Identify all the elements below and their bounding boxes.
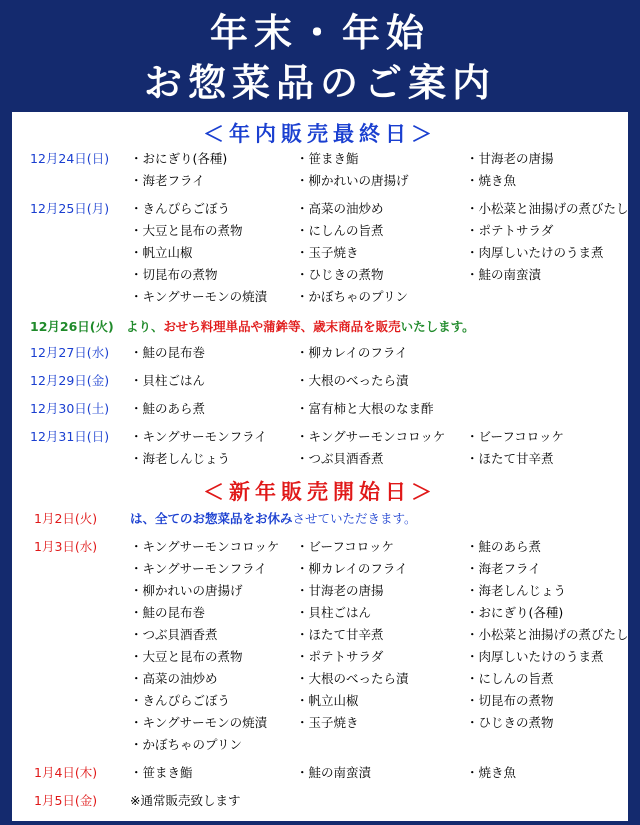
item-col-1: ※通常販売致します [130,793,241,808]
item-col-3: ・海老しんじょう [466,583,567,598]
schedule-row [12,602,628,624]
item-col-1: ・切昆布の煮物 [130,267,218,282]
item-col-1: ・きんぴらごぼう [130,693,231,708]
item-col-1: ・鮭の昆布巻 [130,345,206,360]
schedule-row [12,668,628,690]
item-col-3: ・切昆布の煮物 [466,693,554,708]
item-col-2: ・玉子焼き [296,715,359,730]
item-col-1: ・柳かれいの唐揚げ [130,583,243,598]
schedule-row [12,286,628,308]
schedule-row [12,762,628,784]
item-col-1: ・笹まき鮨 [130,765,193,780]
item-col-2: ・大根のべったら漬 [296,671,409,686]
schedule-row [12,734,628,756]
schedule-panel [12,112,628,821]
schedule-row [12,448,628,470]
item-col-2: ・貝柱ごはん [296,605,372,620]
item-col-3: ・焼き魚 [466,173,517,188]
schedule-row [12,558,628,580]
notice-part-2: させていただきます。 [292,511,417,526]
item-col-1: ・おにぎり(各種) [130,151,228,166]
item-col-3: ・鮭の南蛮漬 [466,267,542,282]
notice-part-1: は、全てのお惣菜品をお休み [130,511,293,526]
item-col-3: ・ポテトサラダ [466,223,554,238]
item-col-2: ・鮭の南蛮漬 [296,765,372,780]
item-col-3: ・ほたて甘辛煮 [466,451,554,466]
schedule-row [12,536,628,558]
item-col-3: ・甘海老の唐揚 [466,151,554,166]
item-col-3: ・小松菜と油揚げの煮びたし [466,201,629,216]
item-col-2: ・キングサーモンコロッケ [296,429,446,444]
item-col-3: ・焼き魚 [466,765,517,780]
item-col-1: ・海老しんじょう [130,451,231,466]
item-col-3: ・海老フライ [466,561,541,576]
item-col-2: ・玉子焼き [296,245,359,260]
row-date: 12月31日(日) [30,429,110,444]
item-col-2: ・帆立山椒 [296,693,359,708]
item-col-2: ・ほたて甘辛煮 [296,627,384,642]
item-col-1: ・高菜の油炒め [130,671,218,686]
item-col-2: ・ひじきの煮物 [296,267,384,282]
schedule-row [12,398,628,420]
item-col-2: ・大根のべったら漬 [296,373,409,388]
item-col-3: ・にしんの旨煮 [466,671,554,686]
item-col-2: ・ポテトサラダ [296,649,384,664]
item-col-1: ・キングサーモンの焼漬 [130,289,268,304]
item-col-1: ・きんぴらごぼう [130,201,231,216]
row-date: 12月25日(月) [30,201,110,216]
row-date: 12月27日(水) [30,345,110,360]
schedule-row [12,426,628,448]
item-col-1: ・帆立山椒 [130,245,193,260]
item-col-2: ・柳カレイのフライ [296,561,408,576]
schedule-row [12,646,628,668]
row-date: 1月4日(木) [34,765,98,780]
item-col-2: ・柳かれいの唐揚げ [296,173,409,188]
schedule-row [12,264,628,286]
item-col-3: ・肉厚しいたけのうま煮 [466,245,604,260]
row-date: 1月3日(水) [34,539,98,554]
poster-title [0,8,640,108]
item-col-1: ・鮭の昆布巻 [130,605,206,620]
item-col-1: ・かぼちゃのプリン [130,737,243,752]
schedule-row [12,790,628,812]
row-date: 1月2日(火) [34,511,98,526]
schedule-row [12,370,628,392]
item-col-1: ・キングサーモンフライ [130,561,267,576]
item-col-1: ・大豆と昆布の煮物 [130,649,243,664]
item-col-1: ・大豆と昆布の煮物 [130,223,243,238]
schedule-row [12,624,628,646]
item-col-3: ・ひじきの煮物 [466,715,554,730]
item-col-2: ・かぼちゃのプリン [296,289,409,304]
section-heading-year-end: ＜年内販売最終日＞ [203,122,437,146]
item-col-3: ・おにぎり(各種) [466,605,564,620]
item-col-2: ・にしんの旨煮 [296,223,384,238]
item-col-2: ・富有柿と大根のなま酢 [296,401,434,416]
notice-part-3: いたします。 [400,319,475,334]
notice-part-2: おせち料理単品や蒲鉾等、歳末商品を販売 [163,319,401,334]
item-col-2: ・柳カレイのフライ [296,345,408,360]
item-col-3: ・ビーフコロッケ [466,429,565,444]
item-col-2: ・ビーフコロッケ [296,539,395,554]
row-date: 12月30日(土) [30,401,110,416]
item-col-1: ・キングサーモンの焼漬 [130,715,268,730]
schedule-row [12,148,628,170]
row-date: 12月24日(日) [30,151,110,166]
schedule-row [12,342,628,364]
schedule-row [12,170,628,192]
schedule-row [12,690,628,712]
item-col-3: ・鮭のあら煮 [466,539,542,554]
item-col-1: ・キングサーモンコロッケ [130,539,280,554]
title-line-1: 年末・年始 [209,11,430,55]
schedule-row [12,580,628,602]
item-col-1: ・貝柱ごはん [130,373,206,388]
notice-text [126,316,475,338]
schedule-row [12,220,628,242]
item-col-1: ・海老フライ [130,173,205,188]
row-date: 12月26日(火) [30,319,114,334]
item-col-3: ・肉厚しいたけのうま煮 [466,649,604,664]
section-heading-new-year: ＜新年販売開始日＞ [203,480,437,504]
item-col-1: ・キングサーモンフライ [130,429,267,444]
item-col-2: ・笹まき鮨 [296,151,359,166]
schedule-row [12,198,628,220]
notice-row-jan2 [12,508,628,530]
item-col-3: ・小松菜と油揚げの煮びたし [466,627,629,642]
title-line-2: お惣菜品のご案内 [143,61,496,105]
item-col-1: ・つぶ貝酒香煮 [130,627,218,642]
row-date: 12月29日(金) [30,373,110,388]
notice-part-1: より、 [126,319,164,334]
item-col-2: ・高菜の油炒め [296,201,384,216]
notice-row-dec26 [12,316,628,338]
item-col-2: ・つぶ貝酒香煮 [296,451,384,466]
item-col-1: ・鮭のあら煮 [130,401,206,416]
schedule-row [12,712,628,734]
schedule-row [12,242,628,264]
notice-text [130,508,417,530]
item-col-2: ・甘海老の唐揚 [296,583,384,598]
row-date: 1月5日(金) [34,793,98,808]
